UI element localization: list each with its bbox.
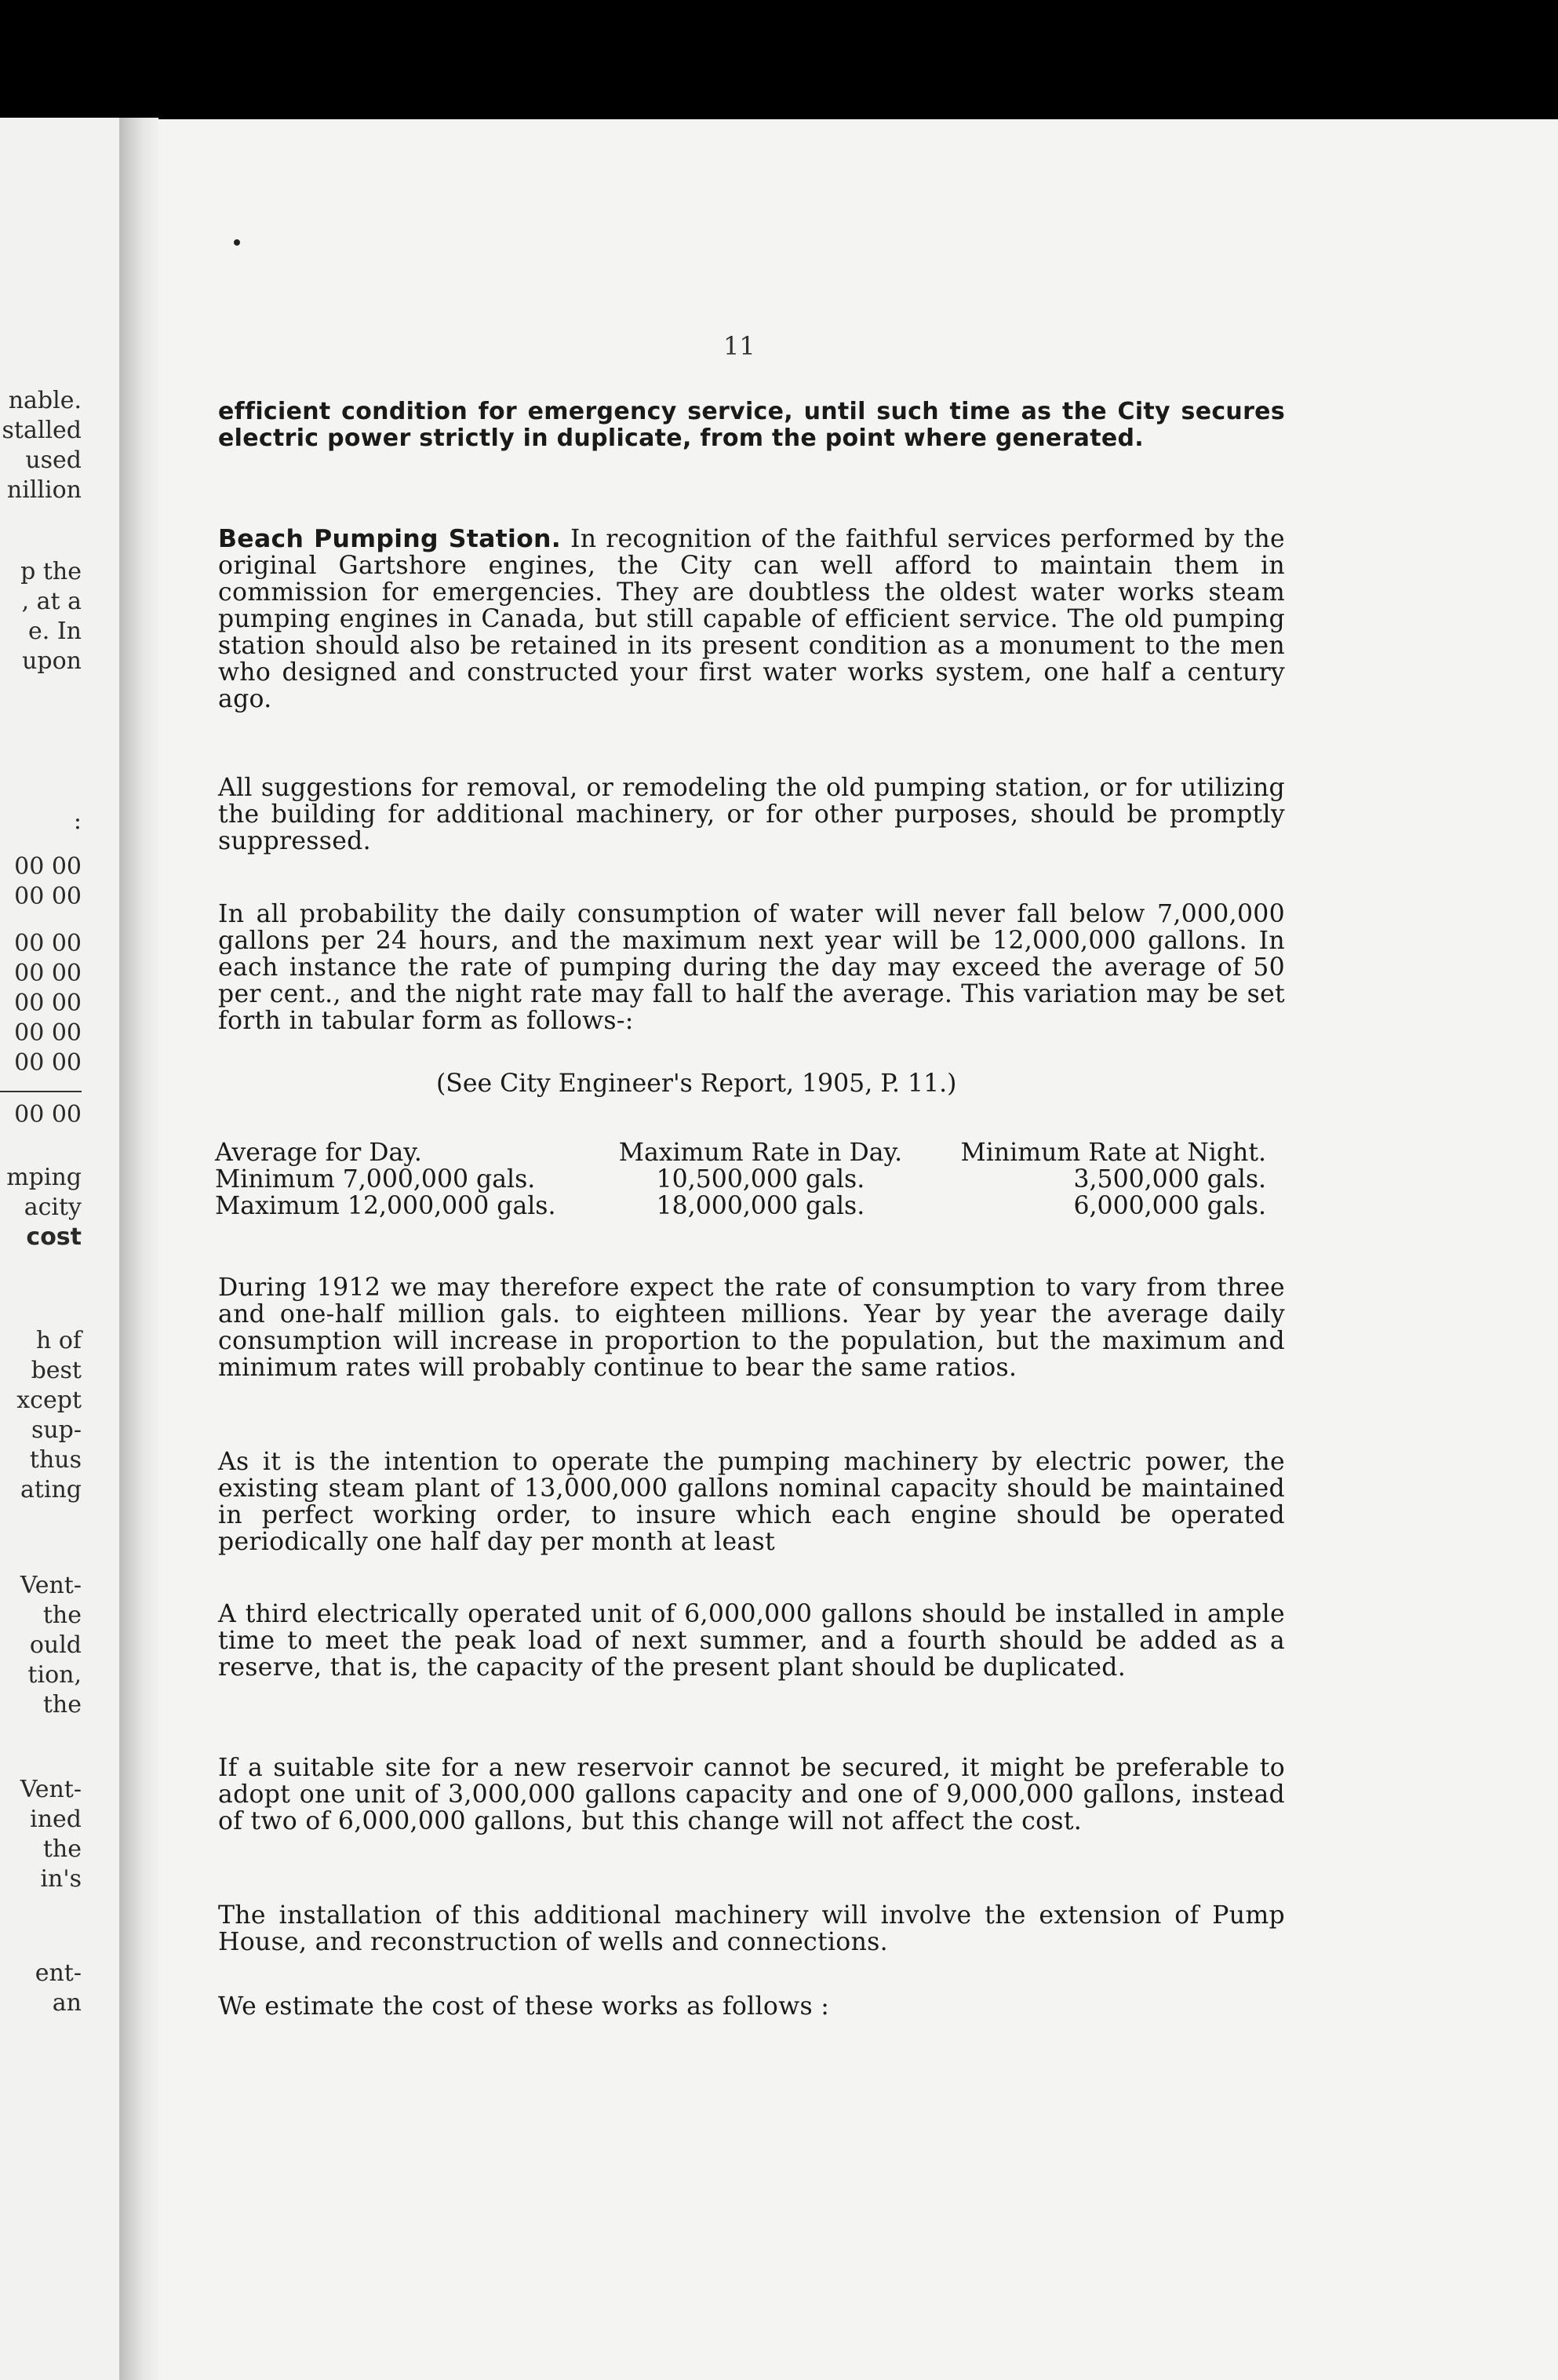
left-text-fragment: 00 00	[14, 1049, 82, 1077]
table-cell: 10,500,000 gals.	[656, 1165, 865, 1194]
left-text-fragment: ating	[20, 1476, 82, 1503]
left-text-fragment: 00 00	[14, 1101, 82, 1128]
paragraph-consumption: In all probability the daily consumption of water will never fall below 7,000,000 gallons per 24 hours, and the maximum next year will be 12,000,000 gallons. In each instance the rate of pumping during the day may exceed the average of 50 per cent., and the night rate may fall to half the average. This variation may be set forth in tabular form as follows-:	[218, 900, 1285, 1035]
page-number: 11	[723, 331, 755, 361]
left-text-fragment: 00 00	[14, 960, 82, 987]
paragraph-suggestions: All suggestions for removal, or remodeling the old pumping station, or for utilizing the building for additional machinery, or for other purposes, should be promptly suppressed.	[218, 774, 1285, 855]
left-text-fragment: ent-	[35, 1959, 82, 1987]
left-total-rule	[0, 1091, 82, 1092]
left-text-fragment: xcept	[16, 1387, 82, 1414]
left-text-fragment: , at a	[21, 588, 82, 615]
left-text-fragment: Vent-	[20, 1776, 82, 1803]
left-text-fragment: p the	[20, 558, 82, 585]
left-text-fragment: the	[42, 1691, 82, 1718]
left-text-fragment: Vent-	[20, 1572, 82, 1599]
table-row	[215, 1193, 1266, 1219]
left-text-fragment: mping	[6, 1164, 82, 1191]
left-text-fragment: in's	[40, 1865, 82, 1893]
left-text-fragment: 00 00	[14, 1019, 82, 1047]
left-text-fragment: used	[25, 446, 82, 474]
citation: (See City Engineer's Report, 1905, P. 11.)	[436, 1070, 957, 1098]
table-cell: 6,000,000 gals.	[1073, 1192, 1266, 1220]
left-text-fragment: 00 00	[14, 883, 82, 910]
left-text-fragment: ould	[29, 1631, 82, 1659]
left-text-fragment: thus	[29, 1446, 82, 1474]
paragraph-continuation: efficient condition for emergency service, until such time as the City secures electric power strictly in duplicate, from the point where generated.	[218, 398, 1285, 452]
table-header-row	[215, 1139, 1266, 1166]
document-page	[158, 119, 1558, 2380]
table-cell: Maximum 12,000,000 gals.	[215, 1192, 556, 1220]
left-text-fragment: nable.	[8, 387, 82, 414]
left-text-fragment: nillion	[6, 476, 82, 504]
left-text-fragment: :	[73, 807, 82, 835]
left-text-fragment: the	[42, 1835, 82, 1863]
paragraph-third-unit: A third electrically operated unit of 6,000,000 gallons should be installed in ample time to meet the peak load of next summer, and a fourth should be added as a reserve, that is, the capacity of the present plant should be duplicated.	[218, 1600, 1285, 1682]
page-gutter	[119, 118, 158, 2380]
paragraph-estimate: We estimate the cost of these works as follows :	[218, 1992, 830, 2021]
left-text-fragment: e. In	[28, 618, 82, 645]
left-text-fragment: 00 00	[14, 853, 82, 880]
ink-dot	[234, 239, 240, 246]
left-facing-page	[0, 118, 119, 2380]
table-row	[215, 1166, 1266, 1193]
table-header: Average for Day.	[215, 1139, 422, 1167]
table-header: Maximum Rate in Day.	[618, 1139, 903, 1167]
paragraph-electric-power: As it is the intention to operate the pumping machinery by electric power, the existing steam plant of 13,000,000 gallons nominal capacity should be maintained in perfect working order, to insure which each engine should be operated periodically one half day per month at least	[218, 1448, 1285, 1556]
left-text-fragment: the	[42, 1602, 82, 1629]
left-text-fragment: cost	[26, 1223, 82, 1251]
table-cell: Minimum 7,000,000 gals.	[215, 1165, 536, 1194]
table-cell: 18,000,000 gals.	[656, 1192, 865, 1220]
left-text-fragment: an	[52, 1989, 82, 2017]
paragraph-text: In recognition of the faithful services performed by the original Gartshore engines, the City can well afford to maintain them in commission for emergencies. They are doubtless the oldest water works steam pumping engines in Canada, but still capable of efficient service. The old pumping station should also be retained in its present condition as a monument to the men who designed and constructed your first water works system, one half a century ago.	[218, 525, 1285, 713]
paragraph-installation: The installation of this additional machinery will involve the extension of Pump House, and reconstruction of wells and connections.	[218, 1901, 1285, 1956]
table-header: Minimum Rate at Night.	[960, 1139, 1266, 1167]
paragraph-beach-pumping-station	[218, 526, 1285, 713]
left-text-fragment: ined	[30, 1806, 82, 1833]
left-text-fragment: sup-	[31, 1416, 82, 1444]
left-text-fragment: 00 00	[14, 930, 82, 957]
left-text-fragment: acity	[24, 1194, 82, 1221]
left-text-fragment: tion,	[27, 1661, 82, 1689]
section-heading: Beach Pumping Station.	[218, 525, 562, 553]
left-text-fragment: upon	[22, 647, 82, 675]
left-text-fragment: best	[31, 1357, 82, 1384]
left-text-fragment: h of	[35, 1327, 82, 1354]
left-text-fragment: 00 00	[14, 990, 82, 1017]
left-text-fragment: stalled	[2, 417, 82, 444]
paragraph-reservoir: If a suitable site for a new reservoir cannot be secured, it might be preferable to adopt one unit of 3,000,000 gallons capacity and one of 9,000,000 gallons, instead of two of 6,000,000 gallons, but this change will not affect the cost.	[218, 1754, 1285, 1835]
table-cell: 3,500,000 gals.	[1073, 1165, 1266, 1194]
paragraph-1912-forecast: During 1912 we may therefore expect the rate of consumption to vary from three and one-half million gals. to eighteen millions. Year by year the average daily consumption will increase in proportion to the population, but the maximum and minimum rates will probably continue to bear the same ratios.	[218, 1274, 1285, 1382]
pumping-rate-table	[215, 1139, 1266, 1219]
